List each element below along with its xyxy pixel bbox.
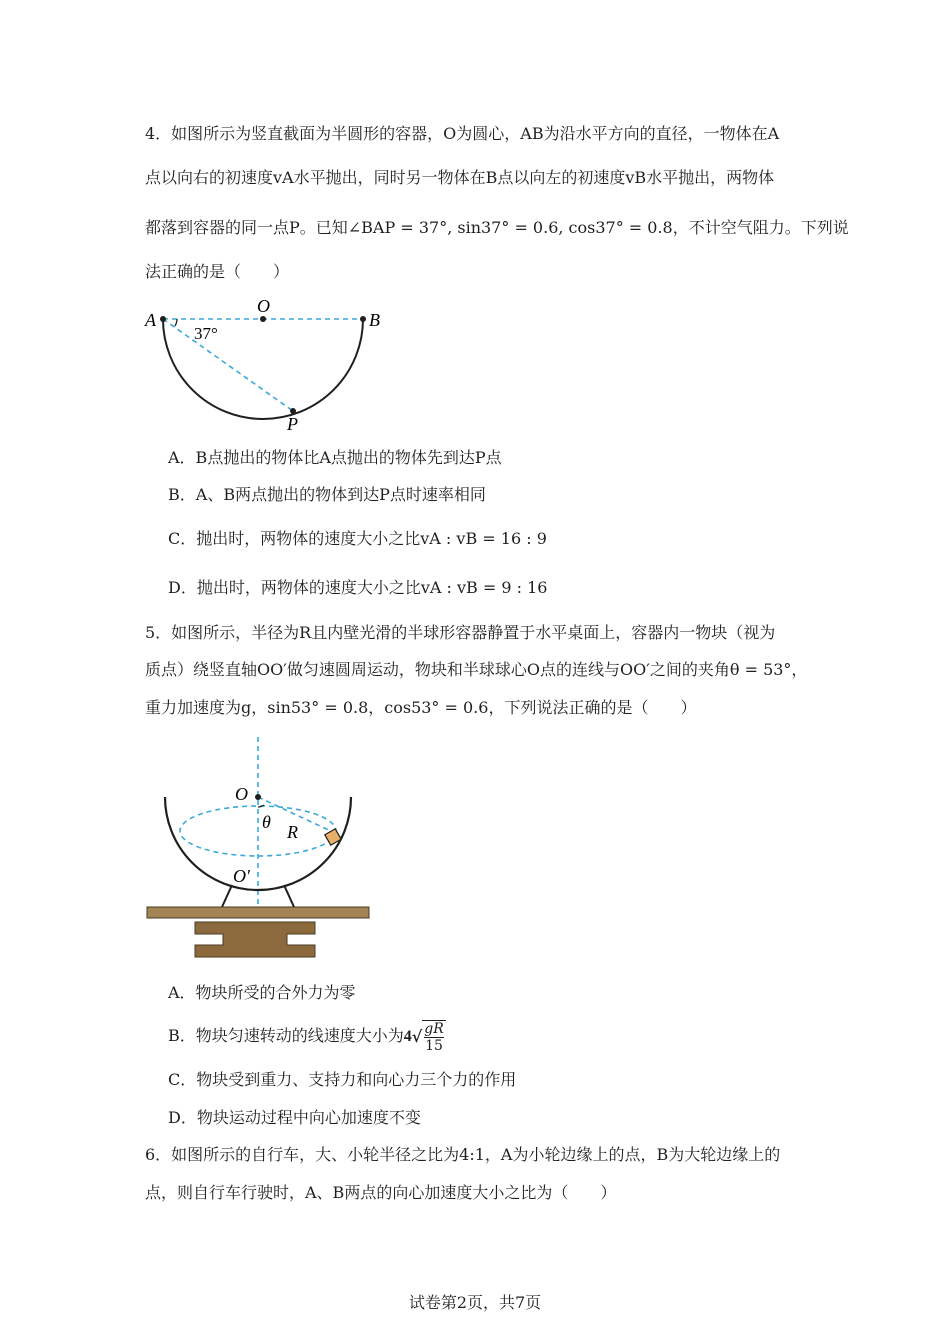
q5-line-1: 5．如图所示，半径为R且内壁光滑的半球形容器静置于水平桌面上，容器内一物块（视为	[145, 623, 776, 642]
q4-line-2: 点以向右的初速度vA水平抛出，同时另一物体在B点以向左的初速度vB水平抛出，两物体	[145, 168, 775, 187]
frac-num: gR	[424, 1020, 444, 1037]
label-P: P	[287, 414, 298, 434]
q5-line-2: 质点）绕竖直轴OO′做匀速圆周运动，物块和半球球心O点的连线与OO′之间的夹角θ = 53°，	[145, 660, 808, 679]
q5-option-b-text: B．物块匀速转动的线速度大小为	[168, 1026, 404, 1045]
page-footer: 试卷第2页，共7页	[408, 1293, 542, 1312]
q6-line-2: 点，则自行车行驶时，A、B两点的向心加速度大小之比为（ ）	[145, 1183, 617, 1202]
q5-option-b-coef: 4	[403, 1028, 412, 1045]
q5-line-3: 重力加速度为g，sin53° = 0.8，cos53° = 0.6，下列说法正确的是（ ）	[145, 698, 697, 717]
angle-arc	[175, 319, 177, 326]
stand-left	[222, 885, 232, 907]
q5-hemisphere-figure	[140, 735, 380, 965]
label-B: B	[369, 310, 380, 330]
label-theta: θ	[262, 812, 271, 832]
q4-option-d: D．抛出时，两物体的速度大小之比vA : vB = 9 : 16	[168, 578, 548, 597]
q5-option-b-fraction	[422, 1020, 446, 1054]
point-O	[255, 794, 261, 800]
q4-semicircle-figure	[140, 295, 400, 435]
point-O	[260, 316, 266, 322]
label-O-prime: O′	[233, 866, 250, 886]
table-top	[147, 907, 369, 918]
q4-line-1: 4．如图所示为竖直截面为半圆形的容器，O为圆心，AB为沿水平方向的直径，一物体在A	[145, 124, 780, 143]
point-B	[360, 316, 366, 322]
chord-AP	[163, 319, 293, 411]
label-angle: 37°	[194, 324, 218, 343]
q6-line-1: 6．如图所示的自行车，大、小轮半径之比为4:1，A为小轮边缘上的点，B为大轮边缘上的	[145, 1145, 781, 1164]
q4-line-3: 都落到容器的同一点P。已知∠BAP = 37°, sin37° = 0.6, cos37° = 0.8，不计空气阻力。下列说	[145, 218, 849, 237]
label-A: A	[145, 310, 156, 330]
label-R: R	[287, 822, 298, 842]
q5-option-a: A．物块所受的合外力为零	[168, 983, 356, 1002]
q4-option-b: B．A、B两点抛出的物体到达P点时速率相同	[168, 485, 486, 504]
semicircle-arc	[163, 319, 363, 419]
q5-option-c: C．物块受到重力、支持力和向心力三个力的作用	[168, 1070, 517, 1089]
q4-option-a: A．B点抛出的物体比A点抛出的物体先到达P点	[168, 448, 502, 467]
table-base	[195, 922, 315, 957]
sqrt-symbol: √	[411, 1026, 423, 1046]
label-O: O	[235, 784, 248, 804]
label-O: O	[257, 296, 270, 316]
q5-option-d: D．物块运动过程中向心加速度不变	[168, 1108, 421, 1127]
frac-den: 15	[425, 1037, 443, 1054]
point-A	[160, 316, 166, 322]
stand-right	[284, 885, 294, 907]
q4-line-4: 法正确的是（ ）	[145, 262, 290, 281]
q4-option-c: C．抛出时，两物体的速度大小之比vA : vB = 16 : 9	[168, 529, 547, 548]
q5-option-b	[168, 1018, 446, 1055]
